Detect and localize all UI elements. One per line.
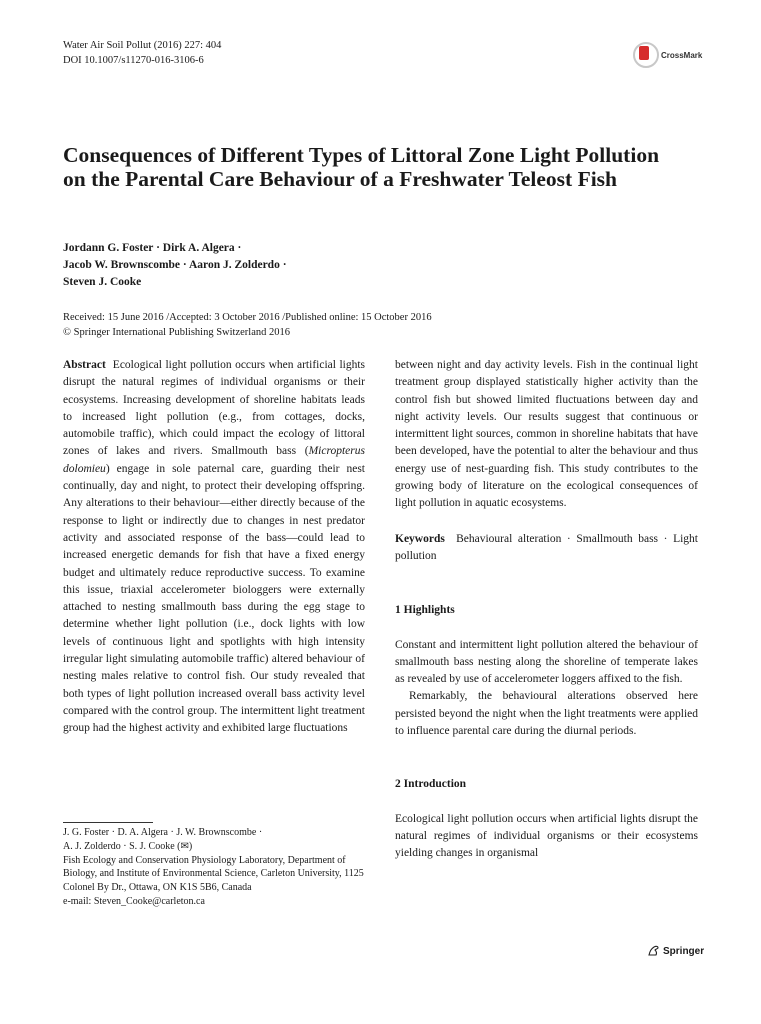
keywords	[395, 531, 698, 566]
abstract-text: ) engage in sole paternal care, guarding their nest continually, day and night, to protect their developing offspring. Any alterations to their behaviour—either directly because of the response to light or indirectly due to changes in nest predator activity and associated response of the bass—could lead to increased energetic demands for fish that have a fixed energy budget and ultimately reduce reproductive success. To examine this issue, triaxial accelerometer biologgers were externally attached to nesting smallmouth bass during the egg stage to determine whether light pollution (i.e., dock lights with low levels of continuous light and spotlights with high intensity irregular light simulating automobile traffic) altered behaviour of nesting males relative to control fish. Our study revealed that both types of light pollution increased overall bass activity level compared with the control group. The intermittent light treatment group had the highest activity and exhibited large fluctuations	[63, 462, 365, 735]
footnote-divider	[63, 822, 153, 823]
section-heading-introduction: 2 Introduction	[395, 778, 467, 791]
right-column	[395, 357, 698, 863]
introduction-para: Ecological light pollution occurs when artificial lights disrupt the natural regimes of individual organisms or their ecosystems yielding changes in organismal	[395, 812, 698, 860]
article-title: Consequences of Different Types of Littoral Zone Light Pollution on the Parental Care Behaviour of a Freshwater Teleost Fish	[63, 143, 660, 191]
section-heading-highlights: 1 Highlights	[395, 604, 455, 617]
abstract	[63, 357, 365, 738]
highlights-para: Constant and intermittent light pollution altered the behaviour of smallmouth bass nesting along the shoreline of temperate lakes as revealed by use of accelerometer loggers affixed to the fish.	[395, 638, 698, 686]
abstract-heading: Abstract	[63, 359, 106, 371]
springer-horse-icon	[647, 944, 660, 957]
footnote-authors: J. G. Foster · D. A. Algera · J. W. Brownscombe ·	[63, 827, 263, 838]
publisher-logo	[647, 944, 704, 957]
publication-dates	[63, 310, 703, 340]
journal-header	[63, 38, 221, 68]
copyright-line: © Springer International Publishing Switzerland 2016	[63, 327, 290, 338]
dates-line: Received: 15 June 2016 /Accepted: 3 October 2016 /Published online: 15 October 2016	[63, 312, 432, 323]
crossmark-label: CrossMark	[661, 51, 703, 60]
crossmark-badge[interactable]	[633, 42, 703, 72]
author-line: Steven J. Cooke	[63, 276, 142, 288]
keywords-heading: Keywords	[395, 532, 445, 545]
footnote-authors: A. J. Zolderdo · S. J. Cooke (✉)	[63, 840, 193, 852]
abstract-continued: between night and day activity levels. Fish in the continual light treatment group displayed statistically higher activity than the control fish but showed limited fluctuations between day and night activity levels. Our results suggest that continuous or intermittent light sources, common in shoreline habitats that have been developed, have the potential to alter the behaviour and thus energy use of nest-guarding fish. This study contributes to the growing body of literature on the ecological consequences of light pollution in aquatic ecosystems.	[395, 359, 698, 510]
publisher-name: Springer	[663, 946, 705, 957]
author-line: Jordann G. Foster · Dirk A. Algera ·	[63, 242, 242, 254]
author-footnote	[63, 826, 365, 909]
doi[interactable]: DOI 10.1007/s11270-016-3106-6	[63, 55, 204, 66]
author-list	[63, 240, 463, 291]
author-line: Jacob W. Brownscombe · Aaron J. Zolderdo ·	[63, 259, 287, 271]
footnote-email[interactable]: e-mail: Steven_Cooke@carleton.ca	[63, 895, 205, 907]
species-name: Micropterus dolomieu	[63, 445, 365, 475]
footnote-affiliation: Fish Ecology and Conservation Physiology Laboratory, Department of Biology, and Institute of Environmental Science, Carleton University, 1125 Colonel By Dr., Ottawa, ON K1S 5B6, Canada	[63, 854, 364, 894]
journal-citation: Water Air Soil Pollut (2016) 227: 404	[63, 40, 222, 51]
keywords-text: Behavioural alteration · Smallmouth bass · Light pollution	[395, 532, 698, 562]
crossmark-bookmark-icon	[639, 46, 649, 60]
left-column	[63, 357, 365, 738]
highlights-para: Remarkably, the behavioural alterations observed here persisted beyond the night when the light treatments were applied to influence parental care during the diurnal periods.	[395, 690, 698, 738]
abstract-text: Ecological light pollution occurs when artificial lights disrupt the natural regimes of individual organisms or their ecosystems. Increasing development of shoreline habitats leads to increased light pollution (e.g., from cottages, docks, automobile traffic), which could impact the ecology of littoral zones of lakes and rivers. Smallmouth bass (	[63, 359, 366, 458]
